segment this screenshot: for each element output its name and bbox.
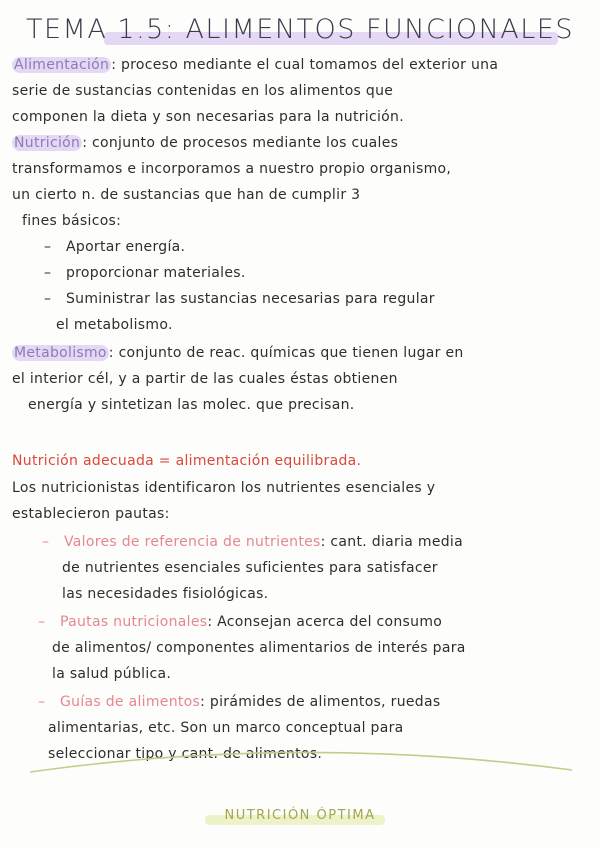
def-metabolismo-text-1: : conjunto de reac. químicas que tienen lugar en [108,345,464,361]
def-nutricion-line-2: transformamos e incorporamos a nuestro propio organismo, [12,161,452,177]
dash-marker: – [38,694,46,710]
def-nutricion-line-4: fines básicos: [22,213,122,229]
decorative-curve [0,740,600,800]
def-metabolismo-line-2: el interior cél, y a partir de las cuales éstas obtienen [12,371,398,387]
pauta-item-3-line-3: seleccionar tipo y cant. de alimentos. [48,746,323,762]
pauta-item-1-line-3: las necesidades fisiológicas. [62,586,269,602]
pauta-item-2-line-1 [38,612,442,632]
nutricion-bullet-2-text: proporcionar materiales. [66,265,246,281]
nutricion-bullet-1 [44,237,185,257]
def-nutricion-line-3: un cierto n. de sustancias que han de cumplir 3 [12,187,361,203]
nutricion-adecuada-line-2: establecieron pautas: [12,506,170,522]
term-alimentacion: Alimentación [14,57,110,73]
pauta-item-3-label: Guías de alimentos [60,694,201,710]
dash-marker: – [38,614,46,630]
nutricion-bullet-3 [44,289,435,309]
def-metabolismo-line-1 [12,343,464,363]
def-metabolismo-line-3: energía y sintetizan las molec. que precisan. [28,397,355,413]
dash-marker: – [44,265,52,281]
nutricion-bullet-2 [44,263,246,283]
term-metabolismo: Metabolismo [14,345,107,361]
pauta-item-2-line-2: de alimentos/ componentes alimentarios de interés para [52,640,466,656]
pauta-item-3-text-1: : pirámides de alimentos, ruedas [200,694,441,710]
title-area [0,10,600,50]
nutricion-adecuada-line-1: Los nutricionistas identificaron los nutrientes esenciales y [12,480,436,496]
def-nutricion-line-1 [12,133,398,153]
pauta-item-2-text-1: : Aconsejan acerca del consumo [207,614,443,630]
page-title: TEMA 1.5: ALIMENTOS FUNCIONALES [26,14,574,45]
pauta-item-3-line-2: alimentarias, etc. Son un marco conceptual para [48,720,404,736]
pauta-item-1-line-2: de nutrientes esenciales suficientes para satisfacer [62,560,438,576]
pauta-item-1-label: Valores de referencia de nutrientes [64,534,321,550]
def-alimentacion-line-2: serie de sustancias contenidas en los alimentos que [12,83,394,99]
nutricion-bullet-1-text: Aportar energía. [66,239,186,255]
footer-caption: NUTRICIÓN ÓPTIMA [224,808,376,823]
term-nutricion: Nutrición [14,135,81,151]
pauta-item-2-label: Pautas nutricionales [60,614,208,630]
def-nutricion-text-1: : conjunto de procesos mediante los cuales [82,135,399,151]
dash-marker: – [42,534,50,550]
def-alimentacion-line-1 [12,55,498,75]
pauta-item-1-line-1 [42,532,463,552]
nutricion-bullet-3-text: Suministrar las sustancias necesarias para regular [66,291,435,307]
def-alimentacion-text-1: : proceso mediante el cual tomamos del exterior una [111,57,499,73]
dash-marker: – [44,291,52,307]
pauta-item-2-line-3: la salud pública. [52,666,172,682]
pauta-item-3-line-1 [38,692,440,712]
dash-marker: – [44,239,52,255]
nutricion-adecuada-heading: Nutrición adecuada = alimentación equilibrada. [12,453,362,469]
pauta-item-1-text-1: : cant. diaria media [320,534,463,550]
def-alimentacion-line-3: componen la dieta y son necesarias para la nutrición. [12,109,404,125]
nutricion-bullet-3-cont: el metabolismo. [56,317,173,333]
